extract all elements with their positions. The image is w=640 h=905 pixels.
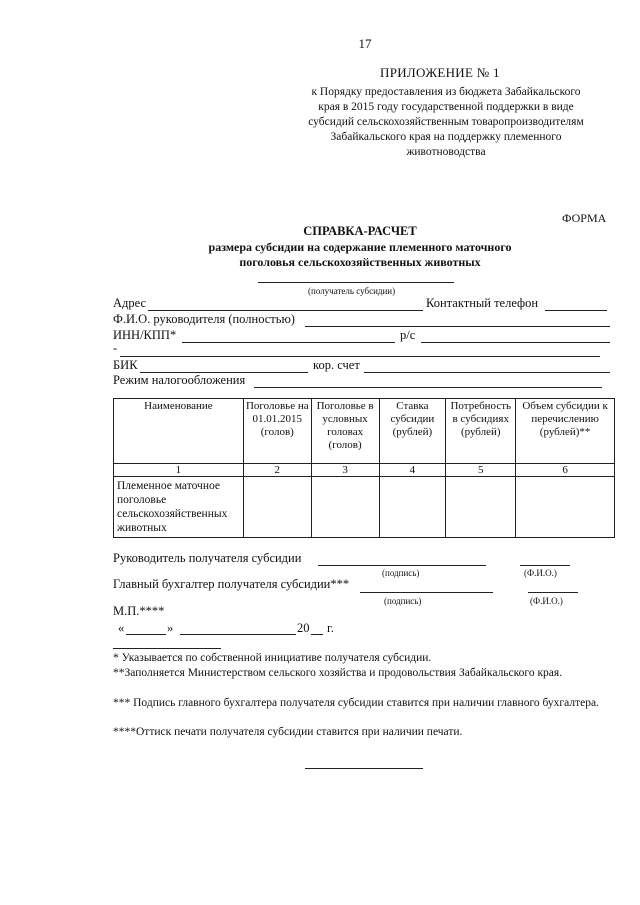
column-number: 1: [114, 464, 244, 477]
head-fio-field[interactable]: [520, 565, 570, 566]
date-suffix: г.: [327, 621, 334, 635]
column-number: 4: [379, 464, 446, 477]
head-name-label: Ф.И.О. руководителя (полностью): [113, 312, 295, 326]
accountant-fio-caption: (Ф.И.О.): [530, 596, 563, 606]
footnote-3: *** Подпись главного бухгалтера получателя субсидии ставится при наличии главного бухгалтера.: [113, 697, 599, 709]
appendix-line: животноводства: [406, 146, 486, 158]
appendix-text: [278, 85, 614, 160]
cell-need[interactable]: [446, 477, 516, 538]
cell-rate[interactable]: [379, 477, 446, 538]
head-signature-caption: (подпись): [382, 568, 420, 578]
header-livestock: Поголовье на 01.01.2015 (голов): [243, 399, 311, 464]
cell-conditional-heads[interactable]: [311, 477, 379, 538]
subsidy-table: [113, 398, 615, 538]
date-year-prefix: 20: [297, 621, 310, 635]
page-number: 17: [358, 36, 372, 51]
accountant-signature-caption: (подпись): [384, 596, 422, 606]
column-number: 6: [516, 464, 615, 477]
corr-account-field[interactable]: [364, 372, 610, 373]
extra-field[interactable]: [120, 356, 600, 357]
head-signature-field[interactable]: [318, 565, 486, 566]
account-label: р/с: [400, 328, 416, 342]
header-volume: Объем субсидии к перечислению (рублей)**: [516, 399, 615, 464]
footnote-separator: [113, 648, 221, 649]
appendix-line: субсидий сельскохозяйственным товаропроизводителям: [308, 116, 584, 128]
appendix-line: к Порядку предоставления из бюджета Забайкальского: [311, 86, 581, 98]
document-subtitle-2: поголовья сельскохозяйственных животных: [239, 255, 481, 269]
footnote-1: * Указывается по собственной инициативе получателя субсидии.: [113, 652, 432, 664]
stamp-label: М.П.****: [113, 604, 165, 618]
header-name: Наименование: [114, 399, 244, 464]
header-rate: Ставка субсидии (рублей): [379, 399, 446, 464]
recipient-line[interactable]: [258, 282, 454, 283]
document-title: СПРАВКА-РАСЧЕТ: [303, 224, 417, 238]
inn-field[interactable]: [182, 342, 395, 343]
date-day-field[interactable]: [126, 634, 166, 635]
inn-label: ИНН/КПП*: [113, 328, 177, 342]
head-name-field[interactable]: [305, 326, 610, 327]
address-field[interactable]: [148, 310, 423, 311]
appendix-title: ПРИЛОЖЕНИЕ № 1: [380, 65, 500, 80]
footnote-4: ****Оттиск печати получателя субсидии ставится при наличии печати.: [113, 726, 463, 738]
accountant-fio-field[interactable]: [528, 592, 578, 593]
address-label: Адрес: [113, 296, 147, 310]
form-label: ФОРМА: [562, 211, 607, 225]
recipient-caption: (получатель субсидии): [308, 286, 396, 296]
head-fio-caption: (Ф.И.О.): [524, 568, 557, 578]
header-conditional-heads: Поголовье в условных головах (голов): [311, 399, 379, 464]
date-month-field[interactable]: [180, 634, 296, 635]
account-field[interactable]: [421, 342, 610, 343]
dash-mark: -: [113, 341, 118, 355]
column-number: 3: [311, 464, 379, 477]
cell-livestock[interactable]: [243, 477, 311, 538]
bottom-separator: [305, 768, 423, 769]
table-number-row: [114, 464, 615, 477]
table-row: [114, 477, 615, 538]
column-number: 5: [446, 464, 516, 477]
phone-label: Контактный телефон: [426, 296, 539, 310]
accountant-signature-field[interactable]: [360, 592, 493, 593]
appendix-line: Забайкальского края на поддержку племенного: [330, 131, 562, 143]
head-signature-label: Руководитель получателя субсидии: [113, 551, 302, 565]
column-number: 2: [243, 464, 311, 477]
phone-field[interactable]: [545, 310, 607, 311]
header-need: Потребность в субсидиях (рублей): [446, 399, 516, 464]
appendix-line: края в 2015 году государственной поддержки в виде: [318, 101, 574, 113]
table-header-row: [114, 399, 615, 464]
cell-volume[interactable]: [516, 477, 615, 538]
footnote-2: **Заполняется Министерством сельского хозяйства и продовольствия Забайкальского края.: [113, 667, 563, 679]
tax-mode-field[interactable]: [254, 387, 602, 388]
corr-account-label: кор. счет: [313, 358, 360, 372]
row-name: Племенное маточное поголовье сельскохозяйственных животных: [114, 477, 244, 538]
date-quote-open: «: [118, 621, 125, 635]
accountant-signature-label: Главный бухгалтер получателя субсидии***: [113, 577, 350, 591]
bik-label: БИК: [113, 358, 138, 372]
document-subtitle-1: размера субсидии на содержание племенного маточного: [208, 240, 512, 254]
date-year-field[interactable]: [311, 634, 323, 635]
tax-mode-label: Режим налогообложения: [113, 373, 246, 387]
date-quote-close: »: [167, 621, 174, 635]
